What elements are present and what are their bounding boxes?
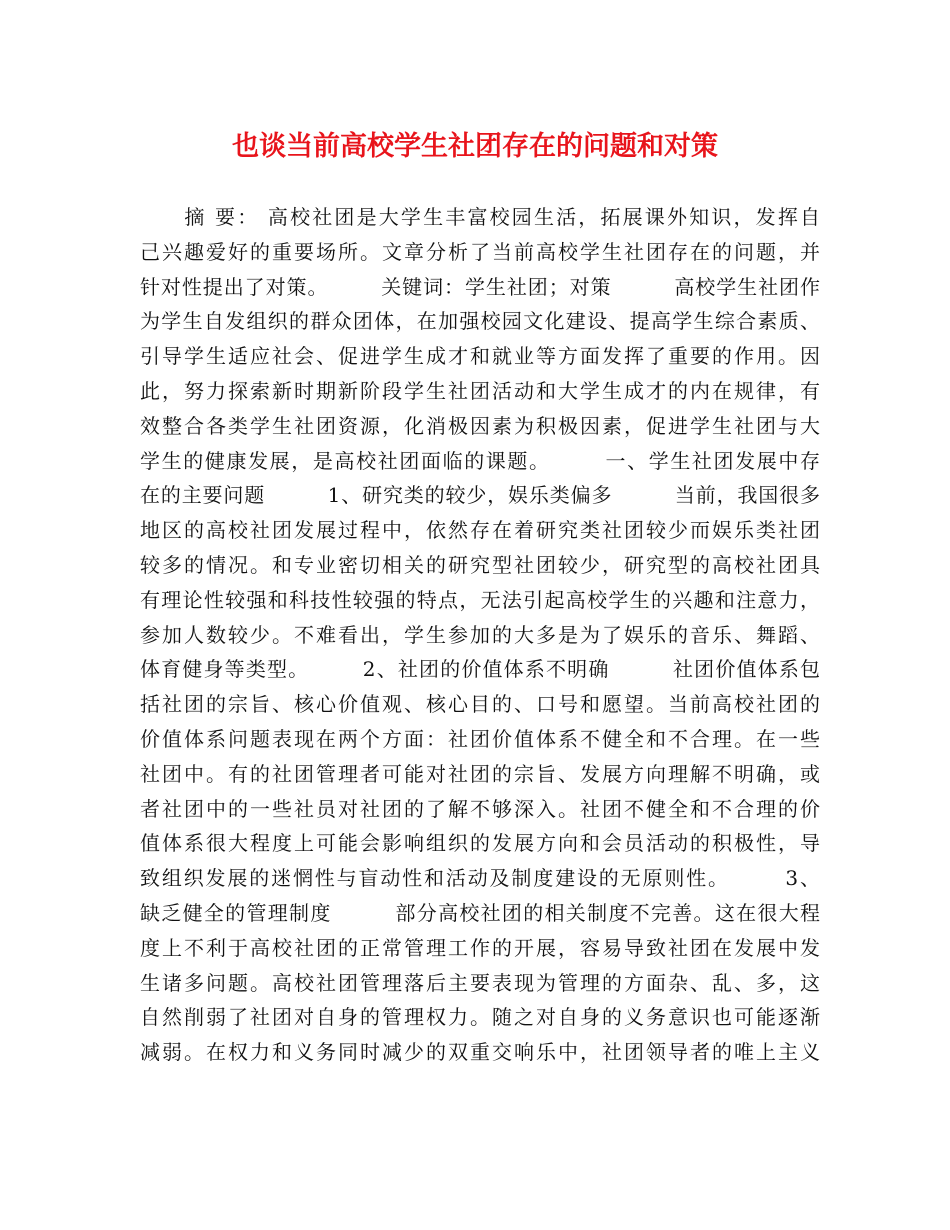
body-line: 引导学生适应社会、促进学生成才和就业等方面发挥了重要的作用。因 [140, 344, 820, 369]
document-title: 也谈当前高校学生社团存在的问题和对策 [232, 131, 718, 162]
body-line: 价值体系问题表现在两个方面：社团价值体系不健全和不合理。在一些 [140, 726, 820, 751]
body-line: 体育健身等类型。 2、社团的价值体系不明确 社团价值体系包 [140, 657, 820, 682]
document-body [140, 200, 820, 1070]
body-line: 较多的情况。和专业密切相关的研究型社团较少，研究型的高校社团具 [140, 552, 820, 577]
body-line: 学生的健康发展，是高校社团面临的课题。 一、学生社团发展中存 [140, 448, 820, 473]
body-line: 值体系很大程度上可能会影响组织的发展方向和会员活动的积极性，导 [140, 831, 820, 856]
body-line: 为学生自发组织的群众团体，在加强校园文化建设、提高学生综合素质、 [140, 309, 820, 334]
body-line: 效整合各类学生社团资源，化消极因素为积极因素，促进学生社团与大 [140, 413, 820, 438]
body-line: 生诸多问题。高校社团管理落后主要表现为管理的方面杂、乱、多，这 [140, 970, 820, 995]
body-line: 在的主要问题 1、研究类的较少，娱乐类偏多 当前，我国很多 [140, 483, 820, 508]
body-line: 社团中。有的社团管理者可能对社团的宗旨、发展方向理解不明确，或 [140, 761, 820, 786]
body-line: 此，努力探索新时期新阶段学生社团活动和大学生成才的内在规律，有 [140, 378, 820, 403]
body-line: 摘 要： 高校社团是大学生丰富校园生活，拓展课外知识，发挥自 [140, 205, 820, 229]
body-line: 有理论性较强和科技性较强的特点，无法引起高校学生的兴趣和注意力， [140, 587, 820, 612]
body-line: 缺乏健全的管理制度 部分高校社团的相关制度不完善。这在很大程 [140, 900, 820, 925]
body-line: 参加人数较少。不难看出，学生参加的大多是为了娱乐的音乐、舞蹈、 [140, 622, 820, 647]
body-line: 针对性提出了对策。 关键词：学生社团；对策 高校学生社团作 [140, 274, 820, 299]
body-line: 己兴趣爱好的重要场所。文章分析了当前高校学生社团存在的问题，并 [140, 239, 820, 264]
body-line: 致组织发展的迷惘性与盲动性和活动及制度建设的无原则性。 3、 [140, 866, 820, 891]
body-line: 减弱。在权力和义务同时减少的双重交响乐中，社团领导者的唯上主义 [140, 1040, 820, 1065]
body-line: 者社团中的一些社员对社团的了解不够深入。社团不健全和不合理的价 [140, 796, 820, 821]
body-line: 自然削弱了社团对自身的管理权力。随之对自身的义务意识也可能逐渐 [140, 1005, 820, 1030]
body-line: 括社团的宗旨、核心价值观、核心目的、口号和愿望。当前高校社团的 [140, 692, 820, 717]
body-line: 度上不利于高校社团的正常管理工作的开展，容易导致社团在发展中发 [140, 935, 820, 960]
body-line: 地区的高校社团发展过程中，依然存在着研究类社团较少而娱乐类社团 [140, 518, 820, 543]
